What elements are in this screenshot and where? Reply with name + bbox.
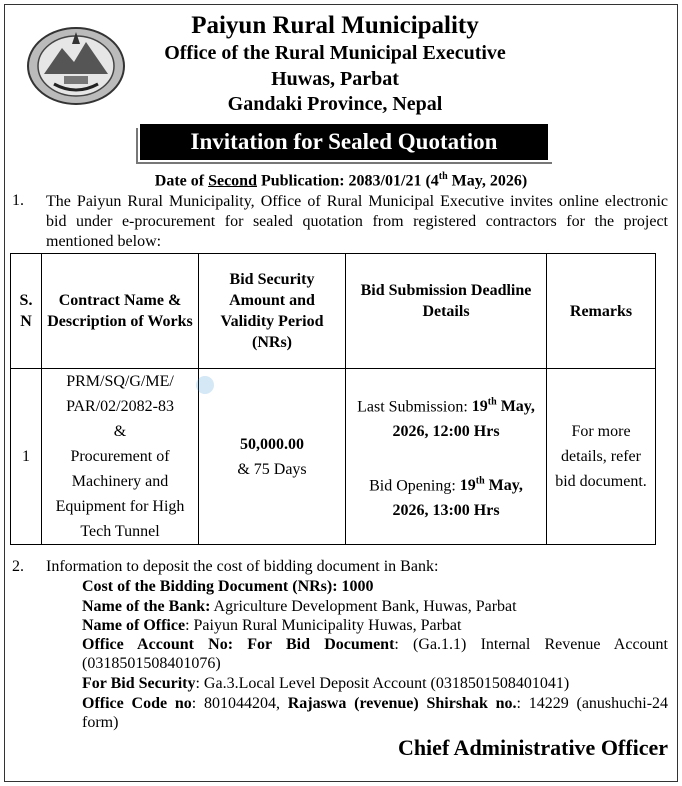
quotation-table — [10, 253, 656, 545]
office-code: Office Code no: 801044204, Rajaswa (revenue) Shirshak no.: 14229 (anushuchi-24 form) — [82, 695, 669, 731]
province-name: Gandaki Province, Nepal — [227, 93, 443, 115]
cell-contract: PRM/SQ/G/ME/ PAR/02/2082-83 & Procurement of Machinery and Equipment for High Tech Tunnel — [42, 369, 199, 545]
header-bid-security: Bid Security Amount and Validity Period (NRs) — [199, 254, 346, 369]
account-number: Office Account No: For Bid Document: (Ga.1.1) Internal Revenue Account (0318501508401076) — [82, 636, 668, 672]
table-header-row — [11, 254, 656, 369]
cell-remarks: For more details, refer bid document. — [547, 369, 656, 545]
bid-security-account: For Bid Security: Ga.3.Local Level Deposit Account (0318501508401041) — [82, 675, 570, 692]
notice-title-banner: Invitation for Sealed Quotation — [140, 124, 548, 160]
office-location: Huwas, Parbat — [271, 68, 399, 90]
section-1-number: 1. — [12, 192, 24, 209]
cell-deadline: Last Submission: 19th May, 2026, 12:00 Hrs Bid Opening: 19th May, 2026, 13:00 Hrs — [346, 369, 547, 545]
bank-name: Name of the Bank: Agriculture Development Bank, Huwas, Parbat — [82, 598, 517, 615]
cell-bid-security: 50,000.00 & 75 Days — [199, 369, 346, 545]
publication-ordinal: Second — [208, 172, 257, 190]
municipality-name: Paiyun Rural Municipality — [191, 12, 479, 39]
office-name: Office of the Rural Municipal Executive — [164, 42, 506, 64]
cost-of-document: Cost of the Bidding Document (NRs): 1000 — [82, 578, 374, 595]
section-2-number: 2. — [12, 558, 24, 575]
table-row — [11, 369, 656, 545]
section-1-text: The Paiyun Rural Municipality, Office of Rural Municipal Executive invites online electronic bid under e-procurement for sealed quotation from registered contractors for the project mentioned below: — [46, 193, 668, 250]
header-remarks: Remarks — [547, 254, 656, 369]
header-contract: Contract Name & Description of Works — [42, 254, 199, 369]
header-deadline: Bid Submission Deadline Details — [346, 254, 547, 369]
header-sn: S. N — [11, 254, 42, 369]
cell-sn: 1 — [11, 369, 42, 545]
signatory-title: Chief Administrative Officer — [397, 735, 668, 760]
nepal-emblem-logo — [24, 18, 128, 108]
publication-date: Date of Second Publication: 2083/01/21 (4th May, 2026) — [154, 171, 528, 190]
section-2-heading: Information to deposit the cost of bidding document in Bank: — [46, 558, 439, 575]
office-name-line: Name of Office: Paiyun Rural Municipality Huwas, Parbat — [82, 617, 462, 634]
